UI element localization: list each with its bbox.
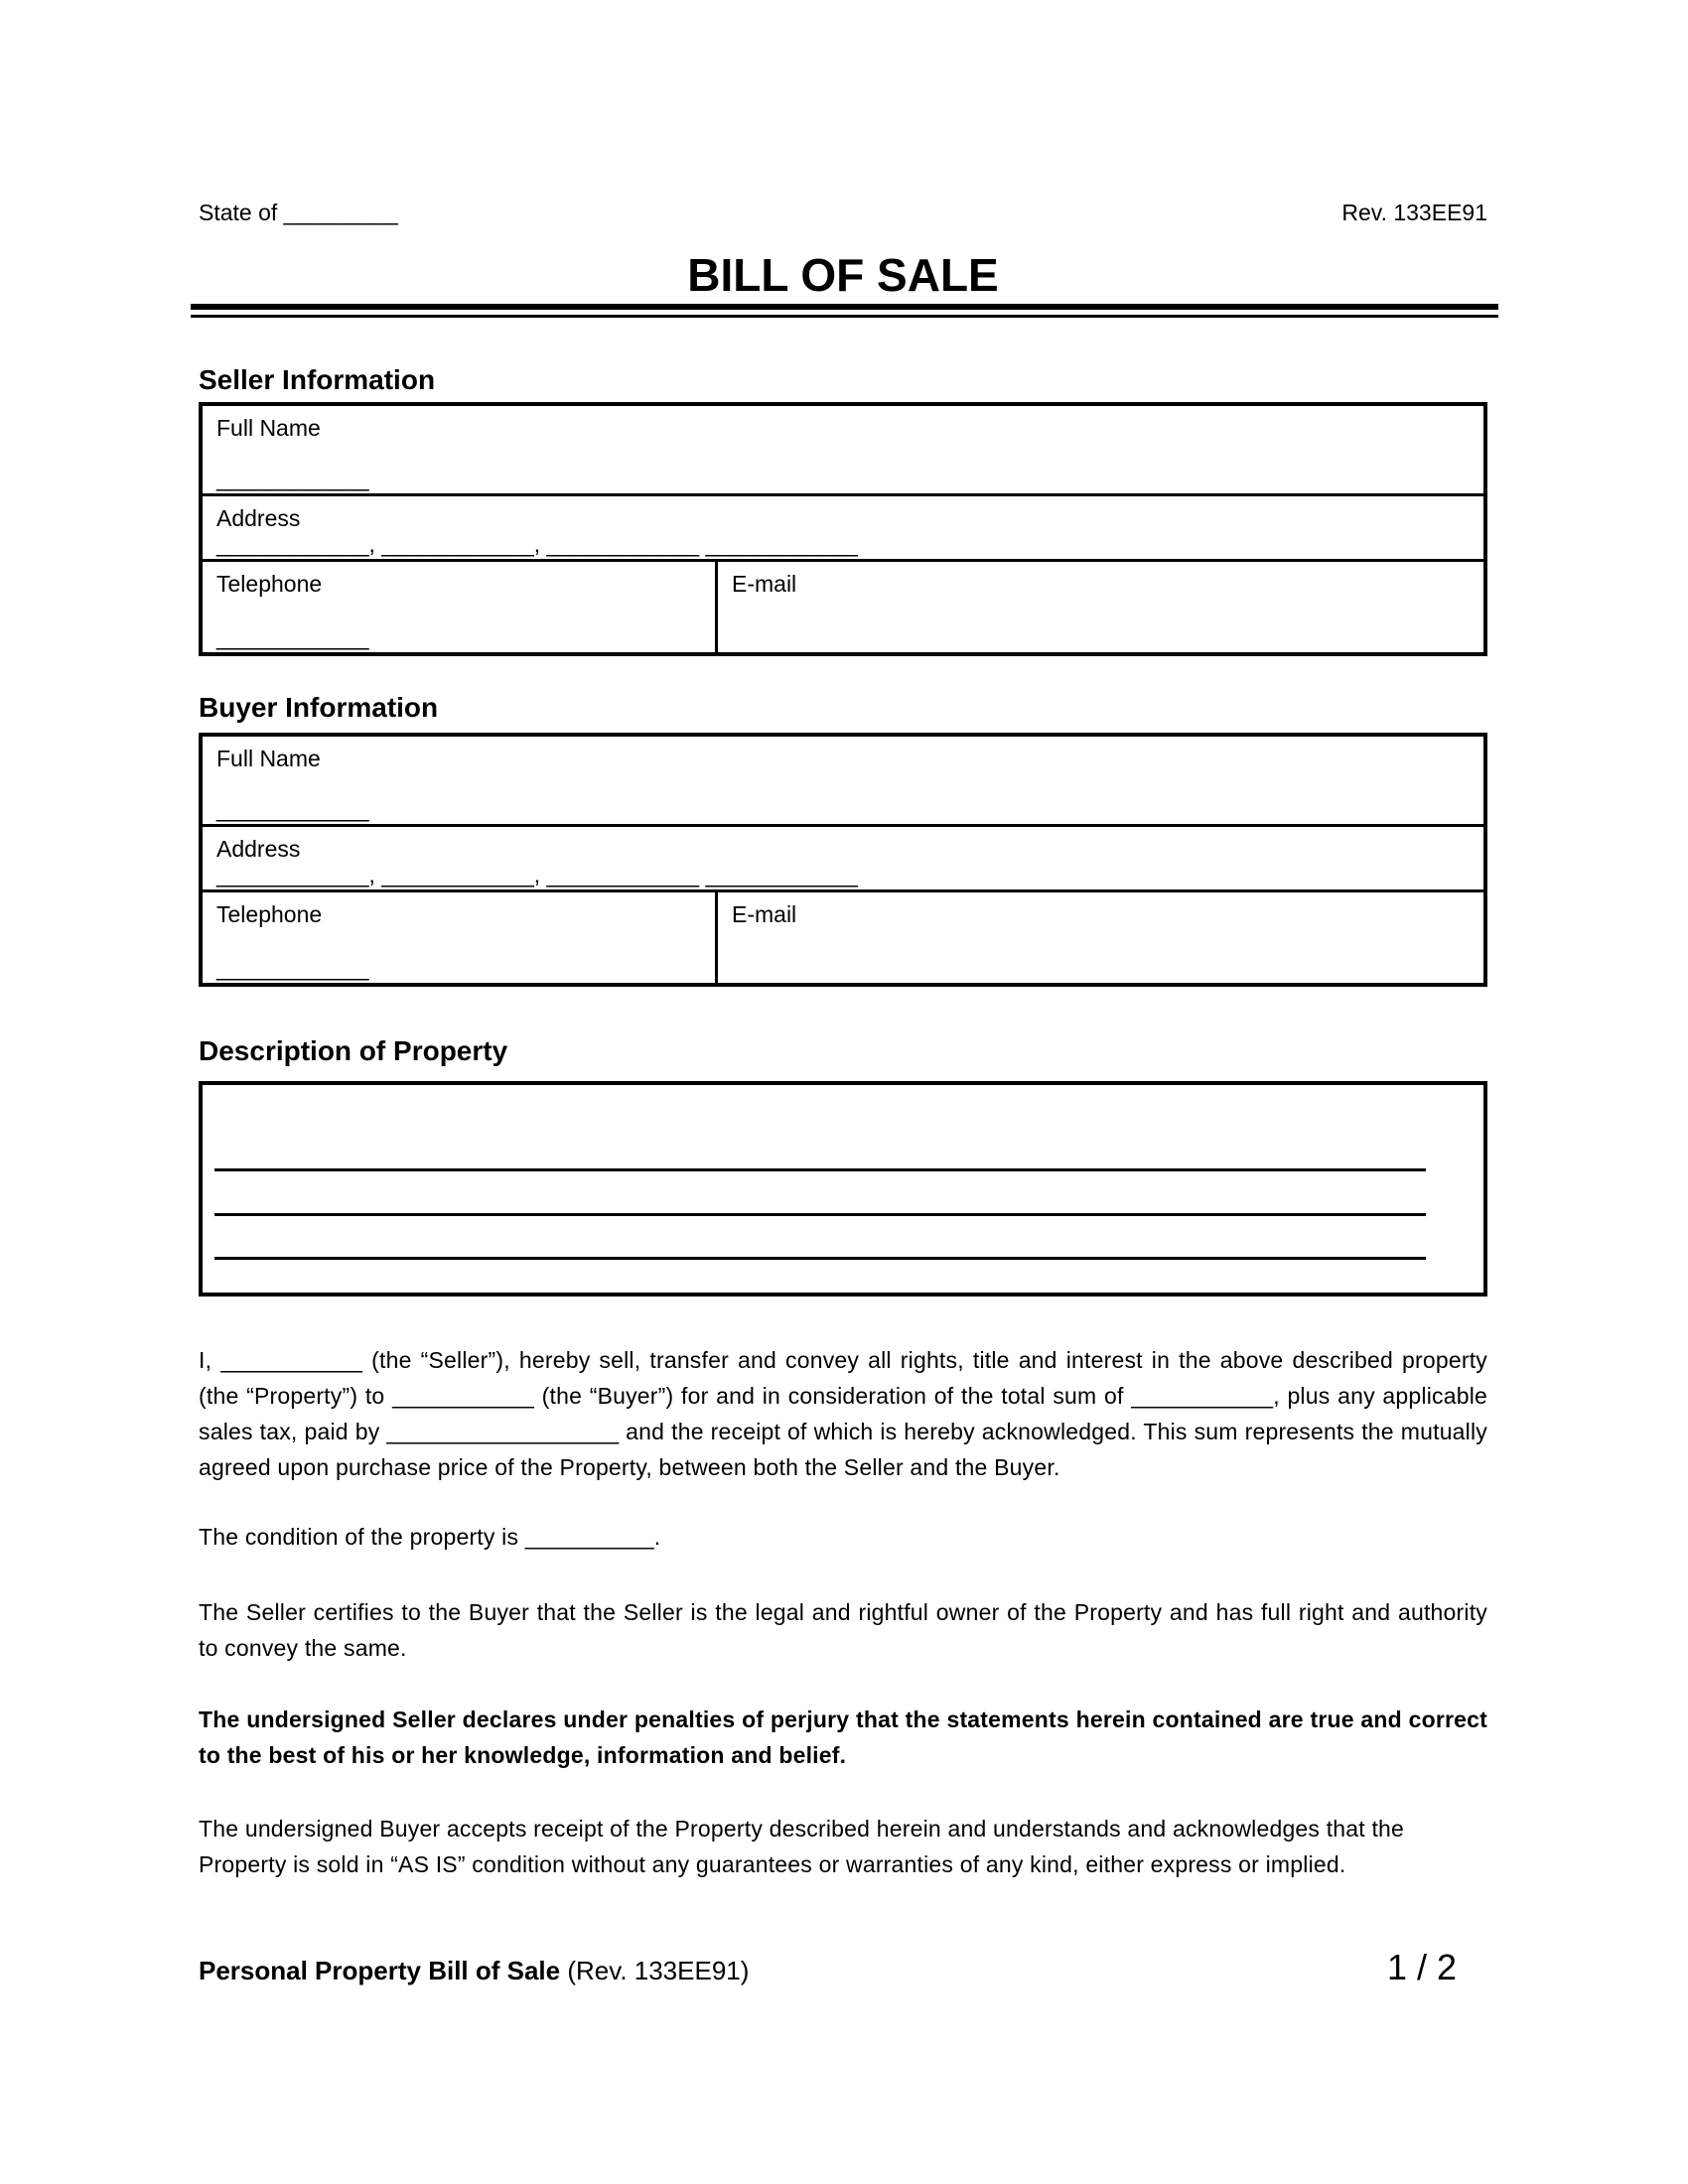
document-header-row <box>199 199 1487 226</box>
footer-page-number: 1 / 2 <box>1386 1947 1457 1987</box>
buyer-address-row <box>203 827 1483 892</box>
paragraph-sale-terms: I, ___________ (the “Seller”), hereby sell, transfer and convey all rights, title and interest in the above described property (the “Property”) to ___________ (the “Buyer”) for and in consideration of the total sum of ___________, plus any applicable sales tax, paid by __________________ and the receipt of which is hereby acknowledged. This sum represents the mutually agreed upon purchase price of the Property, between both the Seller and the Buyer. <box>199 1347 1487 1480</box>
buyer-full-name-label: Full Name <box>216 746 321 771</box>
seller-telephone-cell <box>203 562 718 652</box>
description-write-line-1 <box>214 1168 1426 1171</box>
description-box <box>199 1081 1487 1297</box>
document-footer <box>199 1948 1487 1990</box>
description-section-heading: Description of Property <box>199 1035 508 1066</box>
seller-email-cell <box>718 562 1483 652</box>
revision-number: Rev. 133EE91 <box>1341 200 1487 225</box>
buyer-email-cell <box>718 892 1483 983</box>
state-of-line <box>199 199 398 226</box>
seller-full-name-row <box>203 406 1483 496</box>
seller-section-heading: Seller Information <box>199 364 436 395</box>
description-write-line-2 <box>214 1213 1426 1216</box>
document-title: BILL OF SALE <box>687 249 999 301</box>
buyer-full-name-blank: ____________ <box>216 796 369 822</box>
paragraph-condition: The condition of the property is __________. <box>199 1524 661 1550</box>
buyer-address-label: Address <box>216 836 301 862</box>
description-write-line-3 <box>214 1257 1426 1260</box>
paragraph-perjury-declaration: The undersigned Seller declares under penalties of perjury that the statements herein contained are true and correct to the best of his or her knowledge, information and belief. <box>199 1706 1487 1768</box>
title-rule <box>191 304 1498 318</box>
buyer-info-table <box>199 733 1487 987</box>
state-of-blank: _________ <box>283 200 398 225</box>
paragraph-ownership: The Seller certifies to the Buyer that the Seller is the legal and rightful owner of the Property and has full right and authority to convey the same. <box>199 1599 1487 1661</box>
buyer-telephone-label: Telephone <box>216 901 323 927</box>
title-rule-thin-line <box>191 315 1498 318</box>
seller-full-name-label: Full Name <box>216 415 321 441</box>
buyer-full-name-row <box>203 737 1483 827</box>
buyer-contact-row <box>203 892 1483 983</box>
buyer-section-heading: Buyer Information <box>199 692 439 723</box>
seller-email-label: E-mail <box>732 571 797 597</box>
buyer-telephone-cell <box>203 892 718 983</box>
footer-doc-name-bold: Personal Property Bill of Sale <box>199 1956 561 1985</box>
seller-address-blank-line: ____________, ____________, ____________ ____________ <box>216 531 858 557</box>
state-of-label: State of <box>199 200 284 225</box>
buyer-address-blank-line: ____________, ____________, ____________ ____________ <box>216 862 858 887</box>
buyer-telephone-blank: ____________ <box>216 955 369 981</box>
title-rule-thick-line <box>191 304 1498 310</box>
seller-telephone-blank: ____________ <box>216 624 369 650</box>
seller-contact-row <box>203 562 1483 652</box>
paragraph-as-is: The undersigned Buyer accepts receipt of the Property described herein and understands and acknowledges that the Property is sold in “AS IS” condition without any guarantees or warranties of any kind, either express or implied. <box>199 1816 1405 1877</box>
footer-doc-name <box>199 1951 749 1990</box>
footer-doc-rev: (Rev. 133EE91) <box>560 1956 750 1985</box>
buyer-email-label: E-mail <box>732 901 797 927</box>
seller-info-table <box>199 402 1487 656</box>
seller-full-name-blank: ____________ <box>216 466 369 491</box>
seller-address-label: Address <box>216 505 301 531</box>
seller-address-row <box>203 496 1483 562</box>
seller-telephone-label: Telephone <box>216 571 323 597</box>
